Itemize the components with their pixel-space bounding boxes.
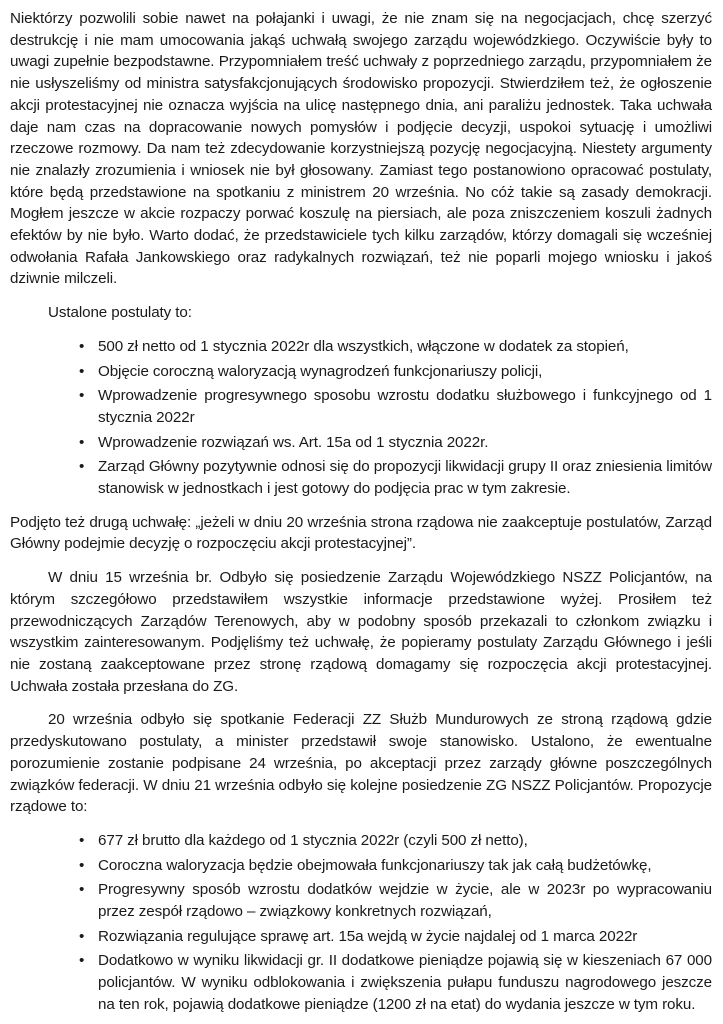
paragraph-druga-uchwala: Podjęto też drugą uchwałę: „jeżeli w dniu 20 września strona rządowa nie zaakceptuje postulatów, Zarząd Główny podejmie decyzję o rozpoczęciu akcji protestacyjnej”. [10,513,712,553]
list-item-propozycja-5: • Dodatkowo w wyniku likwidacji gr. II dodatkowe pieniądze pojawią się w kieszeniach 67 000 policjantów. W wyniku odblokowania i zwiększenia pułapu funduszu nagrodowego jeszcze na ten rok, pojawią dodatkowe pieniądze (1200 zł na etat) do wydania jeszcze w tym roku. [98,950,712,1015]
list-item-postulat-4: • Wprowadzenie rozwiązań ws. Art. 15a od 1 stycznia 2022r. [98,432,712,454]
list-item-propozycja-1: • 677 zł brutto dla każdego od 1 stycznia 2022r (czyli 500 zł netto), [98,830,712,852]
paragraph-negocjacje: Niektórzy pozwolili sobie nawet na połajanki i uwagi, że nie znam się na negocjacjach, chcę szerzyć destrukcję i nie mam umocowania jakąś uchwałą swojego zarządu wojewódzkiego. Oczywiście były to uwagi zupełnie bezpodstawne. Przypomniałem treść uchwały z poprzedniego zarządu, przypomniałem że nie usłyszeliśmy od ministra satysfakcjonujących środowisko propozycji. Stwierdziłem też, że ogłoszenie akcji protestacyjnej nie oznacza wyjścia na ulicę następnego dnia, ani paraliżu jednostek. Taka uchwała daje nam czas na dopracowanie nowych pomysłów i podjęcie decyzji, uspokoi sytuację i umożliwi rzeczowe rozmowy. Da nam też zdecydowanie korzystniejszą pozycję negocjacyjną. Niestety argumenty nie znalazły zrozumienia i wniosek nie był głosowany. Zamiast tego postanowiono opracować postulaty, które będą przedstawione na spotkaniu z ministrem 20 września. No cóż takie są zasady demokracji. Mogłem jeszcze w akcie rozpaczy porwać koszulę na piersiach, ale poza zniszczeniem koszuli żadnych efektów by nie było. Warto dodać, że przedstawiciele tych kilku zarządów, którzy domagali się wcześniej odwołania Rafała Jankowskiego oraz radykalnych rozwiązań, też nie poparli mojego wniosku i jakoś dziwnie milczeli. [10,10,712,288]
postulaty-list [10,336,712,500]
list-item-postulat-1: • 500 zł netto od 1 stycznia 2022r dla wszystkich, włączone w dodatek za stopień, [98,336,712,358]
heading-ustalone-postulaty: Ustalone postulaty to: [48,304,192,322]
list-item-postulat-5: • Zarząd Główny pozytywnie odnosi się do propozycji likwidacji grupy II oraz zniesienia limitów stanowisk w jednostkach i jest gotowy do podjęcia prac w tym zakresie. [98,456,712,499]
list-item-postulat-3: • Wprowadzenie progresywnego sposobu wzrostu dodatku służbowego i funkcyjnego od 1 stycznia 2022r [98,385,712,428]
list-item-propozycja-3: • Progresywny sposób wzrostu dodatków wejdzie w życie, ale w 2023r po wypracowaniu przez zespół rządowo – związkowy konkretnych rozwiązań, [98,879,712,922]
paragraph-posiedzenie-15-wrzesnia: W dniu 15 września br. Odbyło się posiedzenie Zarządu Wojewódzkiego NSZZ Policjantów, na którym szczegółowo przedstawiłem wszystkie informacje przedstawione wyżej. Prosiłem też przewodniczących Zarządów Terenowych, aby w podobny sposób przekazali to członkom związku i wszystkim zainteresowanym. Podjęliśmy też uchwałę, że popieramy postulaty Zarządu Głównego i jeśli nie zostaną zaakceptowane przez stronę rządową domagamy się rozpoczęcia akcji protestacyjnej. Uchwała została przesłana do ZG. [10,569,712,695]
list-item-postulat-2: • Objęcie coroczną waloryzacją wynagrodzeń funkcjonariuszy policji, [98,361,712,383]
list-item-propozycja-2: • Coroczna waloryzacja będzie obejmowała funkcjonariuszy tak jak całą budżetówkę, [98,855,712,877]
propozycje-list [10,830,712,1016]
list-item-propozycja-4: • Rozwiązania regulujące sprawę art. 15a wejdą w życie najdalej od 1 marca 2022r [98,926,712,948]
paragraph-spotkanie-20-wrzesnia: 20 września odbyło się spotkanie Federacji ZZ Służb Mundurowych ze stroną rządową gdzie przedyskutowano postulaty, a minister przedstawił swoje stanowisko. Ustalono, że ewentualne porozumienie zostanie podpisane 24 września, po akceptacji przez zarządy główne poszczególnych związków federacji. W dniu 21 września odbyło się kolejne posiedzenie ZG NSZZ Policjantów. Propozycje rządowe to: [10,711,712,816]
